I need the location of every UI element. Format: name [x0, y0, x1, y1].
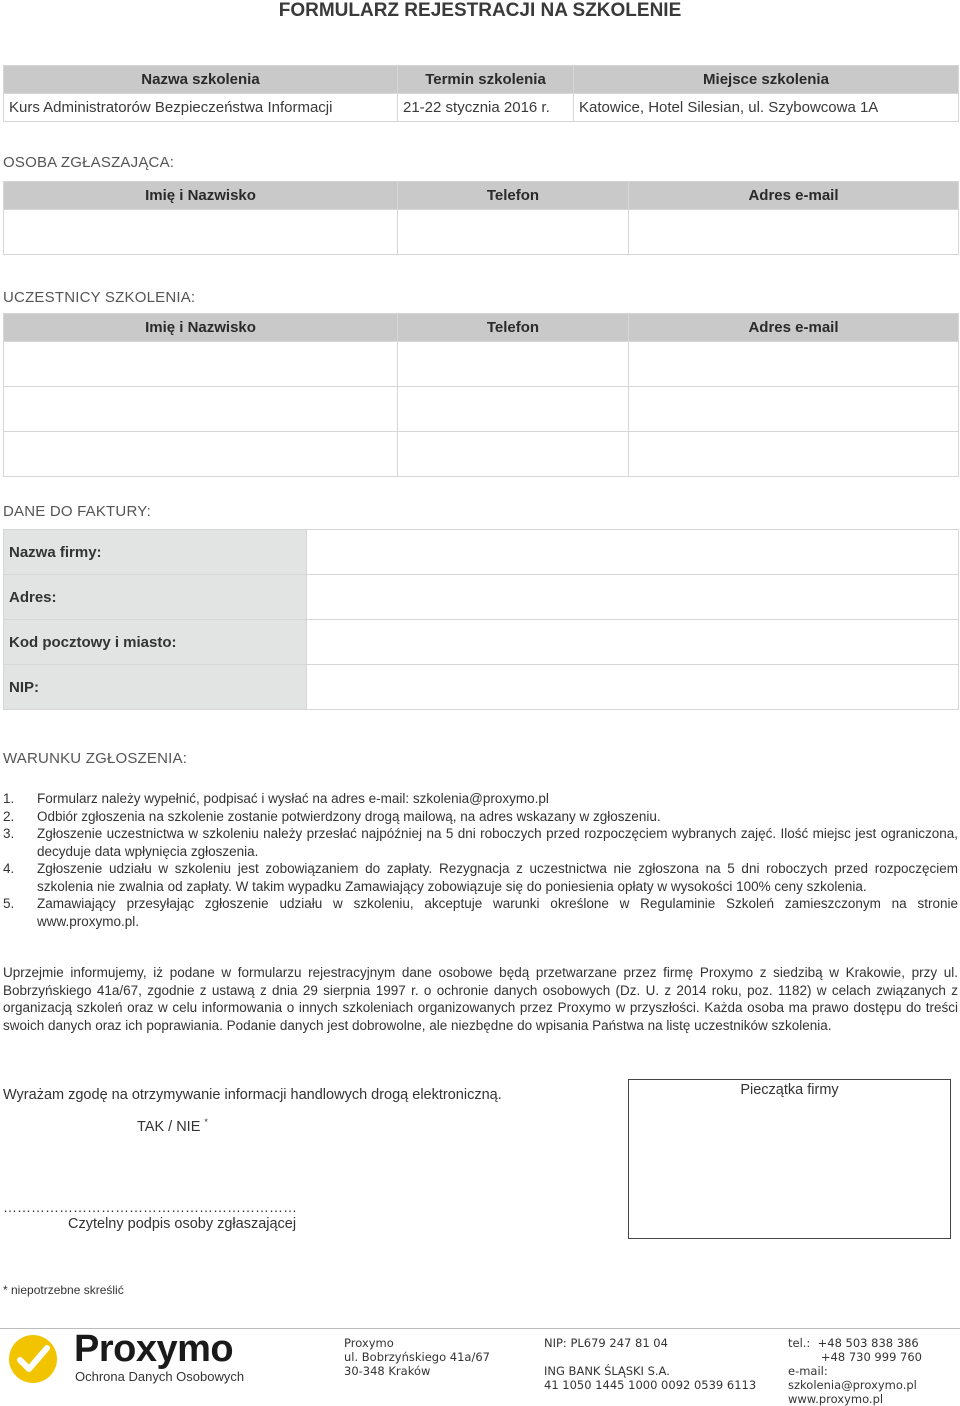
- invoice-nip-label: NIP:: [4, 665, 307, 710]
- applicant-name-field[interactable]: [4, 210, 398, 255]
- invoice-row: [4, 575, 959, 620]
- applicant-header-name: Imię i Nazwisko: [4, 182, 398, 210]
- training-place: Katowice, Hotel Silesian, ul. Szybowcowa 1A: [574, 94, 959, 122]
- signature-label: Czytelny podpis osoby zgłaszającej: [68, 1216, 297, 1232]
- participants-table: [3, 313, 959, 477]
- applicant-row: [4, 210, 959, 255]
- invoice-row: [4, 530, 959, 575]
- condition-item: 4. Zgłoszenie udziału w szkoleniu jest zobowiązaniem do zapłaty. Rezygnacja z uczestnictwa nie zgłoszona na 5 dni roboczych przed rozpoczęciem szkolenia nie zwalnia od zapłaty. W takim wypadku Zamawiający zobowiązuje się do poniesienia opłaty w wysokości 100% ceny szkolenia.: [3, 861, 958, 894]
- training-header-name: Nazwa szkolenia: [4, 66, 398, 94]
- condition-item: 2. Odbiór zgłoszenia na szkolenie zostanie potwierdzony drogą mailową, na adres wskazany w zgłoszeniu.: [3, 808, 661, 824]
- conditions-list: [3, 790, 958, 930]
- invoice-table: [3, 529, 959, 710]
- invoice-nip-field[interactable]: [307, 665, 959, 710]
- condition-item: 1. Formularz należy wypełnić, podpisać i wysłać na adres e-mail: szkolenia@proxymo.pl: [3, 791, 549, 806]
- asterisk: *: [204, 1117, 208, 1127]
- invoice-company-label: Nazwa firmy:: [4, 530, 307, 575]
- participant-row: [4, 342, 959, 387]
- invoice-row: [4, 620, 959, 665]
- applicant-email-field[interactable]: [629, 210, 959, 255]
- training-header-row: [4, 66, 959, 94]
- participants-header-row: [4, 314, 959, 342]
- training-name: Kurs Administratorów Bezpieczeństwa Informacji: [4, 94, 398, 122]
- participant-name-field[interactable]: [4, 387, 398, 432]
- participant-phone-field[interactable]: [398, 387, 629, 432]
- participant-phone-field[interactable]: [398, 432, 629, 477]
- consent-options[interactable]: TAK / NIE *: [137, 1117, 208, 1135]
- applicant-header-row: [4, 182, 959, 210]
- invoice-label: DANE DO FAKTURY:: [3, 503, 151, 520]
- brand-tagline: Ochrona Danych Osobowych: [75, 1369, 245, 1384]
- conditions-label: WARUNKU ZGŁOSZENIA:: [3, 750, 188, 767]
- training-row: [4, 94, 959, 122]
- brand-name: Proxymo: [74, 1328, 234, 1370]
- invoice-postcode-field[interactable]: [307, 620, 959, 665]
- participants-header-name: Imię i Nazwisko: [4, 314, 398, 342]
- participant-email-field[interactable]: [629, 432, 959, 477]
- signature-line: ………………………………………………………: [3, 1199, 297, 1215]
- participant-name-field[interactable]: [4, 342, 398, 387]
- participants-header-phone: Telefon: [398, 314, 629, 342]
- training-header-date: Termin szkolenia: [398, 66, 574, 94]
- stamp-label: Pieczątka firmy: [740, 1082, 839, 1098]
- applicant-phone-field[interactable]: [398, 210, 629, 255]
- company-stamp-box: [628, 1079, 951, 1239]
- footer-contact: tel.: +48 503 838 386 +48 730 999 760 e-mail: szkolenia@proxymo.pl www.proxymo.pl: [788, 1336, 960, 1406]
- invoice-address-field[interactable]: [307, 575, 959, 620]
- training-header-place: Miejsce szkolenia: [574, 66, 959, 94]
- footnote: * niepotrzebne skreślić: [3, 1283, 124, 1297]
- invoice-row: [4, 665, 959, 710]
- participant-email-field[interactable]: [629, 387, 959, 432]
- footer-bank: NIP: PL679 247 81 04 ING BANK ŚLĄSKI S.A. 41 1050 1445 1000 0092 0539 6113: [544, 1336, 757, 1392]
- participant-name-field[interactable]: [4, 432, 398, 477]
- invoice-postcode-label: Kod pocztowy i miasto:: [4, 620, 307, 665]
- training-date: 21-22 stycznia 2016 r.: [398, 94, 574, 122]
- participant-email-field[interactable]: [629, 342, 959, 387]
- applicant-header-phone: Telefon: [398, 182, 629, 210]
- condition-item: 5. Zamawiający przesyłając zgłoszenie udziału w szkoleniu, akceptuje warunki określone w Regulaminie Szkoleń zamieszczonym na stronie www.proxymo.pl.: [3, 896, 958, 929]
- applicant-table: [3, 181, 959, 255]
- applicant-label: OSOBA ZGŁASZAJĄCA:: [3, 154, 175, 171]
- participant-row: [4, 432, 959, 477]
- participant-row: [4, 387, 959, 432]
- page-title: FORMULARZ REJESTRACJI NA SZKOLENIE: [278, 0, 682, 21]
- website-link[interactable]: www.proxymo.pl: [788, 1392, 884, 1406]
- training-table: [3, 65, 959, 122]
- applicant-header-email: Adres e-mail: [629, 182, 959, 210]
- checkmark-logo-icon: [8, 1334, 58, 1384]
- condition-item: 3. Zgłoszenie uczestnictwa w szkoleniu należy przesłać najpóźniej na 5 dni roboczych przed rozpoczęciem wybranych zajęć. Ilość miejsc jest ograniczona, decyduje data wpłynięcia zgłoszenia.: [3, 826, 958, 859]
- participants-label: UCZESTNICY SZKOLENIA:: [3, 289, 196, 306]
- participants-header-email: Adres e-mail: [629, 314, 959, 342]
- gdpr-notice: Uprzejmie informujemy, iż podane w formularzu rejestracyjnym dane osobowe będą przetwarzane przez firmę Proxymo z siedzibą w Krakowie, przy ul. Bobrzyńskiego 41a/67, zgodnie z ustawą z dnia 29 sierpnia 1997 r. o ochronie danych osobowych (Dz. U. z 2014 roku, poz. 1182) w celach związanych z organizacją szkoleń oraz w celu informowania o innych szkoleniach organizowanych przez Proxymo w przyszłości. Każda osoba ma prawo dostępu do treści swoich danych oraz ich poprawiania. Podanie danych jest dobrowolne, ale niezbędne do wpisania Państwa na listę uczestników szkolenia.: [3, 965, 958, 1033]
- participant-phone-field[interactable]: [398, 342, 629, 387]
- invoice-address-label: Adres:: [4, 575, 307, 620]
- marketing-consent-text: Wyrażam zgodę na otrzymywanie informacji handlowych drogą elektroniczną.: [3, 1087, 502, 1103]
- footer-address: Proxymo ul. Bobrzyńskiego 41a/67 30-348 Kraków: [344, 1336, 490, 1378]
- invoice-company-field[interactable]: [307, 530, 959, 575]
